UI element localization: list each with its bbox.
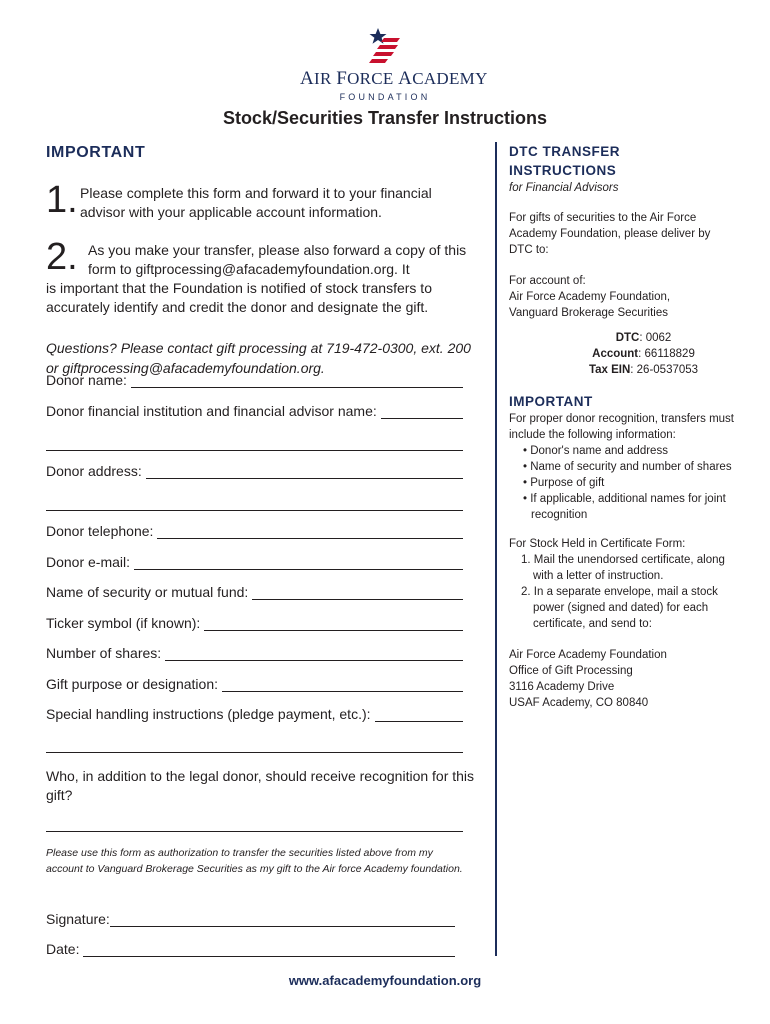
donor-financial-field[interactable]: [46, 403, 463, 419]
account-label: Account: [592, 348, 639, 360]
ticker-line[interactable]: [204, 616, 463, 631]
donor-financial-label: Donor financial institution and financial advisor name:: [46, 403, 377, 419]
donor-telephone-line[interactable]: [157, 524, 463, 539]
signature-field[interactable]: [46, 911, 455, 927]
authorization-statement: Please use this form as authorization to transfer the securities listed above from my account to Vanguard Brokerage Securities as my gift to the Air force Academy foundation.: [46, 847, 463, 875]
donor-name-line[interactable]: [131, 373, 463, 388]
security-name-label: Name of security or mutual fund:: [46, 584, 249, 600]
list-item: 2. In a separate envelope, mail a stock power (signed and dated) for each certificate, and send to:: [521, 586, 718, 630]
account-number-line: [509, 346, 734, 362]
step-2-number: 2.: [46, 236, 78, 278]
donor-address-label: Donor address:: [46, 463, 142, 479]
mailing-address: [509, 647, 734, 711]
special-handling-line[interactable]: [375, 707, 463, 722]
ticker-label: Ticker symbol (if known):: [46, 615, 201, 631]
date-label: Date:: [46, 941, 80, 957]
list-item: 1. Mail the unendorsed certificate, along with a letter of instruction.: [521, 554, 725, 582]
donor-email-line[interactable]: [134, 555, 463, 570]
tax-ein-label: Tax EIN: [588, 364, 631, 376]
page-title: Stock/Securities Transfer Instructions: [222, 108, 548, 128]
donor-address-line-2[interactable]: [46, 509, 463, 511]
list-item: • Donor's name and address: [523, 445, 668, 457]
right-important-heading: IMPORTANT: [509, 394, 593, 409]
donor-email-label: Donor e-mail:: [46, 554, 131, 570]
gift-purpose-line[interactable]: [222, 677, 463, 692]
step-1-number: 1.: [46, 179, 78, 221]
dtc-heading-line2: INSTRUCTIONS: [509, 163, 617, 178]
donor-telephone-field[interactable]: [46, 523, 463, 539]
step-2-text-line2: is important that the Foundation is notified of stock transfers to accurately identify and credit the donor and designate the gift.: [46, 280, 432, 315]
mail-line-1: Air Force Academy Foundation: [509, 649, 667, 661]
list-item: • Name of security and number of shares: [523, 461, 732, 473]
ticker-field[interactable]: [46, 615, 463, 631]
account-org: Air Force Academy Foundation,: [509, 291, 671, 303]
donor-name-field[interactable]: [46, 372, 463, 388]
shares-label: Number of shares:: [46, 645, 162, 661]
account-of-label: For account of:: [509, 275, 586, 287]
important-list: [509, 443, 734, 523]
questions-contact: Questions? Please contact gift processing at 719-472-0300, ext. 200 or giftprocessing@afacademyfoundation.org.: [46, 340, 471, 376]
step-2: [46, 236, 478, 317]
instructions-section: [46, 140, 478, 378]
recognition-line[interactable]: [46, 830, 463, 832]
dtc-heading-line1: DTC TRANSFER: [509, 144, 620, 159]
security-name-line[interactable]: [252, 585, 463, 600]
dtc-number-line: [509, 330, 734, 346]
important-intro: For proper donor recognition, transfers must include the following information:: [509, 413, 734, 441]
gift-purpose-field[interactable]: [46, 676, 463, 692]
mail-line-3: 3116 Academy Drive: [509, 681, 615, 693]
column-divider: [495, 142, 497, 956]
signature-label: Signature:: [46, 911, 110, 927]
certificate-list: [509, 552, 734, 632]
mail-line-2: Office of Gift Processing: [509, 665, 633, 677]
special-handling-field[interactable]: [46, 706, 463, 722]
donor-address-field[interactable]: [46, 463, 463, 479]
recognition-question: Who, in addition to the legal donor, should receive recognition for this gift?: [46, 768, 475, 803]
logo-org-name: AIR FORCE ACADEMY: [300, 68, 488, 89]
star-stripes-logo-icon: [368, 28, 402, 64]
step-1-text: Please complete this form and forward it to your financial advisor with your applicable account information.: [80, 185, 432, 220]
special-handling-line-2[interactable]: [46, 751, 463, 753]
shares-line[interactable]: [165, 646, 463, 661]
list-item: • Purpose of gift: [523, 477, 605, 489]
step-1: [46, 179, 478, 222]
list-item: • If applicable, additional names for joint recognition: [523, 493, 726, 521]
important-heading: IMPORTANT: [46, 144, 146, 161]
dtc-intro: For gifts of securities to the Air Force Academy Foundation, please deliver by DTC to:: [509, 212, 711, 256]
step-2-text-line1: As you make your transfer, please also forward a copy of this form to giftprocessing@afacademyfoundation.org. It: [88, 242, 467, 277]
account-broker: Vanguard Brokerage Securities: [509, 307, 668, 319]
dtc-label: DTC: [615, 332, 640, 344]
dtc-subheading: for Financial Advisors: [509, 182, 619, 194]
security-name-field[interactable]: [46, 584, 463, 600]
donor-email-field[interactable]: [46, 554, 463, 570]
dtc-instructions-section: [509, 142, 734, 711]
signature-line[interactable]: [110, 912, 455, 927]
mail-line-4: USAF Academy, CO 80840: [509, 697, 649, 709]
date-field[interactable]: [46, 941, 455, 957]
dtc-value: : 0062: [639, 332, 672, 344]
donor-address-line[interactable]: [146, 464, 463, 479]
donor-name-label: Donor name:: [46, 372, 127, 388]
certificate-intro: For Stock Held in Certificate Form:: [509, 538, 686, 550]
logo-subtitle: FOUNDATION: [339, 92, 431, 102]
tax-ein-line: [509, 362, 734, 378]
donor-financial-line-2[interactable]: [46, 449, 463, 451]
special-handling-label: Special handling instructions (pledge payment, etc.):: [46, 706, 371, 722]
foundation-logo: [300, 28, 488, 102]
shares-field[interactable]: [46, 645, 463, 661]
date-line[interactable]: [83, 942, 455, 957]
tax-ein-value: : 26-0537053: [630, 364, 699, 376]
donor-telephone-label: Donor telephone:: [46, 523, 154, 539]
gift-purpose-label: Gift purpose or designation:: [46, 676, 218, 692]
website-link[interactable]: www.afacademyfoundation.org: [288, 973, 482, 988]
account-value: : 66118829: [638, 348, 695, 360]
donor-financial-line[interactable]: [381, 404, 463, 419]
